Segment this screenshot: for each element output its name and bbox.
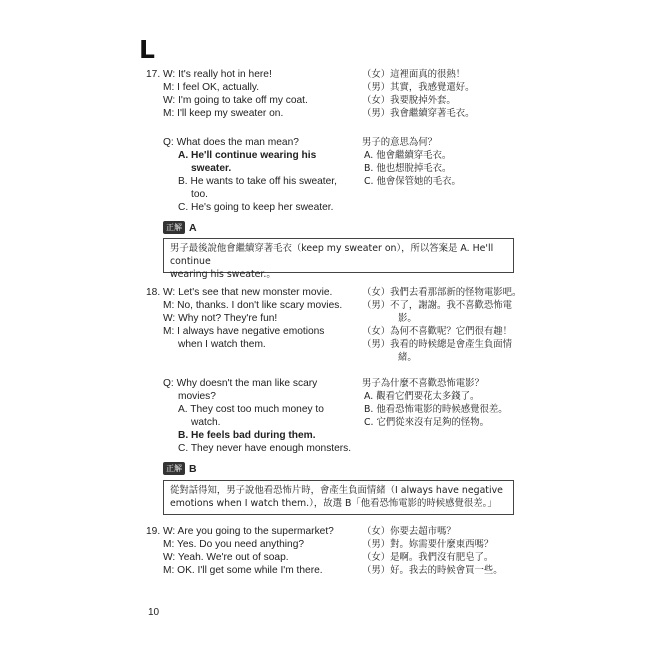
option-a-translation: A. 他會繼續穿毛衣。	[364, 150, 452, 161]
translation-line: （男）好。我去的時候會買一些。	[362, 565, 503, 576]
dialogue-line: W: Yeah. We're out of soap.	[163, 552, 289, 563]
translation-line: 影。	[398, 313, 417, 324]
dialogue-line: M: I always have negative emotions	[163, 326, 325, 337]
question-number: 17.	[146, 69, 161, 80]
dialogue-line: when I watch them.	[178, 339, 266, 350]
explanation-line: 男子最後說他會繼續穿著毛衣（keep my sweater on），所以答案是 A. He'll continue	[170, 243, 494, 267]
option-b-line1: B. He wants to take off his sweater,	[178, 176, 337, 187]
option-b-translation: B. 他也想脫掉毛衣。	[364, 163, 452, 174]
translation-line: （男）我會繼續穿著毛衣。	[362, 108, 475, 119]
dialogue-line: M: No, thanks. I don't like scary movies.	[163, 300, 343, 311]
option-b: B. He feels bad during them.	[178, 430, 316, 441]
translation-line: （女）我們去看那部新的怪物電影吧。	[362, 287, 522, 298]
question-text-line2: movies?	[178, 391, 216, 402]
translation-line: （男）不了，謝謝。我不喜歡恐怖電	[362, 300, 513, 311]
explanation-line: 從對話得知，男子說他看恐怖片時，會產生負面情緒（I always have negative	[170, 485, 503, 496]
dialogue-line: M: I'll keep my sweater on.	[163, 108, 284, 119]
translation-line: 緒。	[398, 352, 417, 363]
dialogue-line: W: Are you going to the supermarket?	[163, 526, 334, 537]
answer-label: 正解	[163, 462, 185, 475]
translation-line: （女）你要去超市嗎？	[362, 526, 456, 537]
explanation-box	[163, 238, 514, 280]
question-text-line1: Q: Why doesn't the man like scary	[163, 378, 318, 389]
answer-value: B	[189, 462, 197, 475]
option-c: C. He's going to keep her sweater.	[178, 202, 334, 213]
translation-line: （女）這裡面真的很熱！	[362, 69, 466, 80]
page-number: 10	[148, 607, 160, 618]
explanation-line: emotions when I watch them.），故選 B「他看恐怖電影的時候感覺很差。」	[170, 498, 497, 509]
dialogue-line: W: Let's see that new monster movie.	[163, 287, 333, 298]
option-c-translation: C. 它們從來沒有足夠的怪物。	[364, 417, 490, 428]
option-a-line1: A. They cost too much money to	[178, 404, 324, 415]
option-c: C. They never have enough monsters.	[178, 443, 352, 454]
option-b-translation: B. 他看恐怖電影的時候感覺很差。	[364, 404, 508, 415]
explanation-box	[163, 480, 514, 515]
explanation-line: wearing his sweater.。	[170, 269, 276, 280]
question-number: 18.	[146, 287, 161, 298]
translation-line: （女）是啊。我們沒有肥皂了。	[362, 552, 494, 563]
dialogue-line: M: I feel OK, actually.	[163, 82, 260, 93]
dialogue-line: M: OK. I'll get some while I'm there.	[163, 565, 323, 576]
answer-value: A	[189, 221, 197, 234]
dialogue-line: W: It's really hot in here!	[163, 69, 272, 80]
translation-line: （男）其實，我感覺還好。	[362, 82, 475, 93]
translation-line: （男）我看的時候總是會產生負面情	[362, 339, 513, 350]
option-b-line2: too.	[191, 189, 208, 200]
question-number: 19.	[146, 526, 161, 537]
section-letter: L	[139, 35, 155, 64]
dialogue-line: M: Yes. Do you need anything?	[163, 539, 305, 550]
answer-label: 正解	[163, 221, 185, 234]
translation-line: （男）對。妳需要什麼東西嗎？	[362, 539, 494, 550]
translation-line: （女）為何不喜歡呢？它們很有趣！	[362, 326, 513, 337]
dialogue-line: W: I'm going to take off my coat.	[163, 95, 308, 106]
question-translation: 男子的意思為何？	[362, 137, 438, 148]
option-a-line2: watch.	[191, 417, 221, 428]
question-translation: 男子為什麼不喜歡恐怖電影？	[362, 378, 484, 389]
translation-line: （女）我要脫掉外套。	[362, 95, 456, 106]
option-c-translation: C. 他會保管她的毛衣。	[364, 176, 461, 187]
answer-badge	[163, 221, 197, 234]
dialogue-line: W: Why not? They're fun!	[163, 313, 278, 324]
option-a-line2: sweater.	[191, 163, 232, 174]
question-text: Q: What does the man mean?	[163, 137, 299, 148]
option-a-line1: A. He'll continue wearing his	[178, 150, 317, 161]
answer-badge	[163, 462, 197, 475]
option-a-translation: A. 觀看它們要花太多錢了。	[364, 391, 480, 402]
